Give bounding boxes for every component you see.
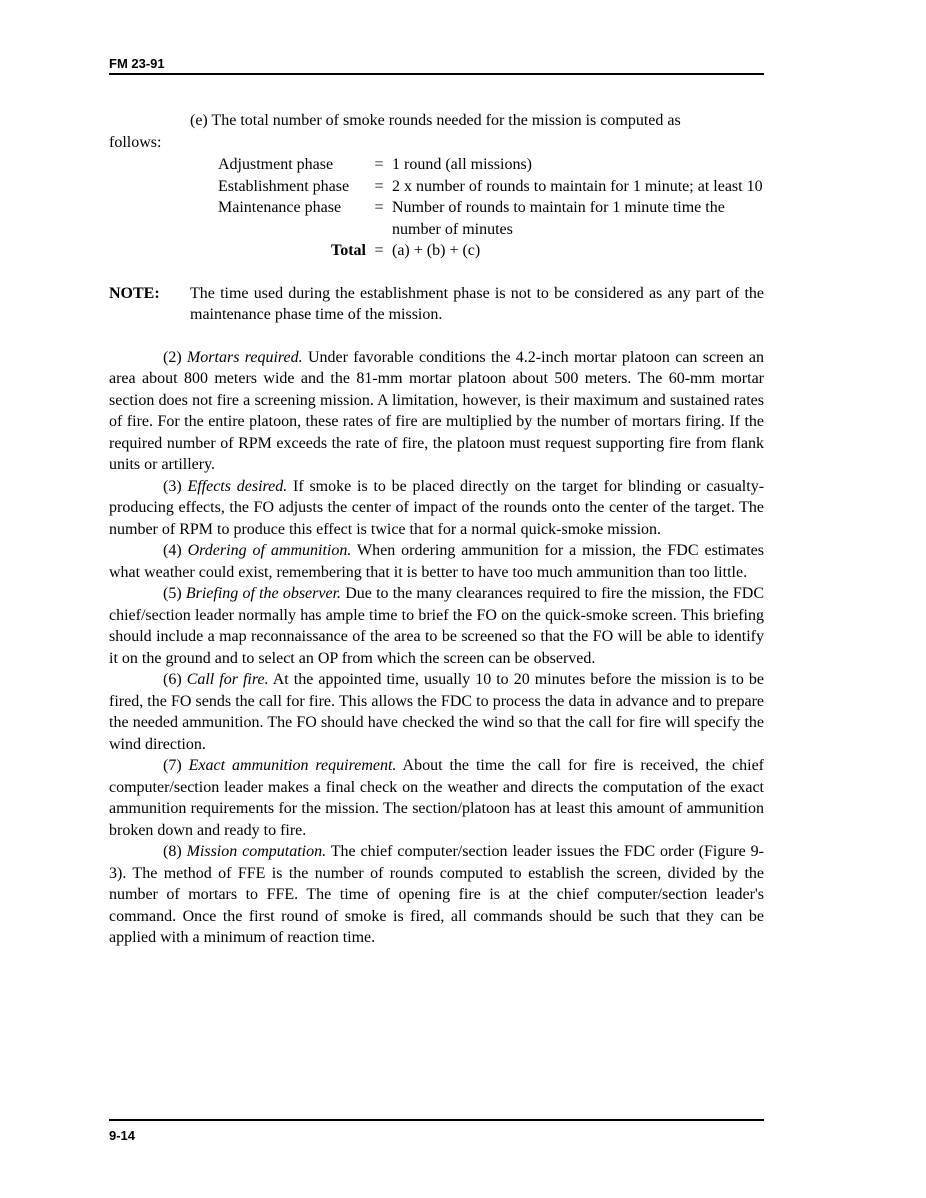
paragraph (109, 755, 764, 841)
formula-total-value: (a) + (b) + (c) (392, 242, 481, 259)
paragraph (109, 583, 764, 669)
paragraph-title: Ordering of ammunition. (187, 542, 352, 559)
paragraph (109, 540, 764, 583)
page-footer (109, 1119, 764, 1144)
manual-number: FM 23-91 (109, 56, 165, 71)
paragraph-title: Effects desired. (187, 477, 288, 495)
paragraph-number: (6) (163, 671, 182, 688)
paragraph-number: (3) (163, 477, 182, 495)
note-text: The time used during the establishment phase is not to be considered as any part of the maintenance phase time of the mission. (190, 284, 764, 323)
paragraph-text: The chief computer/section leader issues the FDC order (Figure 9-3). The method of FFE is the number of rounds computed to establish the screen, divided by the number of mortars to FFE. The time of opening fire is at the chief computer/section leader's command. Once the first round of smoke is fired, all commands should be such that they can be applied with a minimum of reaction time. (109, 843, 764, 946)
paragraph-number: (7) (163, 757, 182, 774)
formula-equals: = (374, 156, 384, 173)
paragraph-number: (5) (163, 585, 182, 602)
intro-line: (e) The total number of smoke rounds needed for the mission is computed as (190, 112, 681, 129)
paragraph-number: (4) (163, 542, 182, 559)
paragraph-title: Mortars required. (186, 348, 303, 366)
numbered-paragraphs (109, 347, 764, 949)
formula-equals: = (374, 199, 384, 216)
formula-total-label: Total (331, 242, 366, 259)
paragraph-title: Briefing of the observer. (185, 585, 342, 602)
paragraph-text: About the time the call for fire is received, the chief computer/section leader makes a final check on the weather and directs the computation of the exact ammunition requirements for the mission. The section/platoon has at least this amount of ammunition broken down and ready to fire. (109, 757, 764, 839)
paragraph-number: (8) (163, 843, 182, 860)
paragraph-title: Call for fire. (186, 671, 269, 688)
paragraph-text: When ordering ammunition for a mission, the FDC estimates what weather could exist, remembering that it is better to have too much ammunition than too little. (109, 542, 765, 581)
formula-label: Establishment phase (218, 177, 350, 195)
paragraph-title: Exact ammunition requirement. (188, 757, 397, 774)
paragraph-text: Under favorable conditions the 4.2-inch mortar platoon can screen an area about 800 meters wide and the 81-mm mortar platoon about 500 meters. The 60-mm mortar section does not fire a screening mission. A limitation, however, is their maximum and sustained rates of fire. For the entire platoon, these rates of fire are multiplied by the number of mortars firing. If the required number of RPM exceeds the rate of fire, the platoon must request supporting fire from flank units or artillery. (109, 348, 765, 473)
formula-equals: = (374, 242, 384, 259)
paragraph-title: Mission computation. (186, 843, 327, 860)
formula-row (218, 154, 764, 176)
formula-row (218, 197, 764, 240)
footer-rule (109, 1119, 764, 1121)
note-block (109, 283, 764, 326)
formula-label: Adjustment phase (218, 156, 334, 173)
note-label: NOTE: (109, 284, 160, 302)
intro-continuation: follows: (109, 133, 162, 151)
paragraph-text: If smoke is to be placed directly on the target for blinding or casualty-producing effects, the FO adjusts the center of impact of the rounds onto the center of the target. The number of RPM to produce this effect is twice that for a normal quick-smoke mission. (109, 477, 765, 538)
formula-equals: = (374, 177, 384, 195)
header-rule (109, 73, 764, 75)
formula-value: Number of rounds to maintain for 1 minute time the number of minutes (392, 199, 725, 238)
formula-total-row (218, 240, 764, 262)
paragraph-text: At the appointed time, usually 10 to 20 minutes before the mission is to be fired, the FO sends the call for fire. This allows the FDC to process the data in advance and to prepare the needed ammunition. The FO should have checked the wind so that the call for fire will specify the wind direction. (109, 671, 765, 753)
paragraph-text: Due to the many clearances required to fire the mission, the FDC chief/section leader normally has ample time to brief the FO on the quick-smoke screen. This briefing should include a map reconnaissance of the area to be screened so that the FO will be able to identify it on the ground and to select an OP from which the screen can be observed. (109, 585, 765, 667)
formula-row (218, 176, 764, 198)
paragraph (109, 841, 764, 949)
formula-value: 2 x number of rounds to maintain for 1 minute; at least 10 (392, 177, 763, 195)
paragraph (109, 476, 764, 541)
page-number: 9-14 (109, 1128, 136, 1143)
paragraph-number: (2) (163, 348, 182, 366)
paragraph (109, 669, 764, 755)
formula-label: Maintenance phase (218, 199, 342, 216)
page-header (109, 56, 764, 75)
paragraph (109, 347, 764, 476)
formula-value: 1 round (all missions) (392, 156, 532, 173)
page-body (109, 110, 764, 949)
ammunition-formula (218, 154, 764, 262)
